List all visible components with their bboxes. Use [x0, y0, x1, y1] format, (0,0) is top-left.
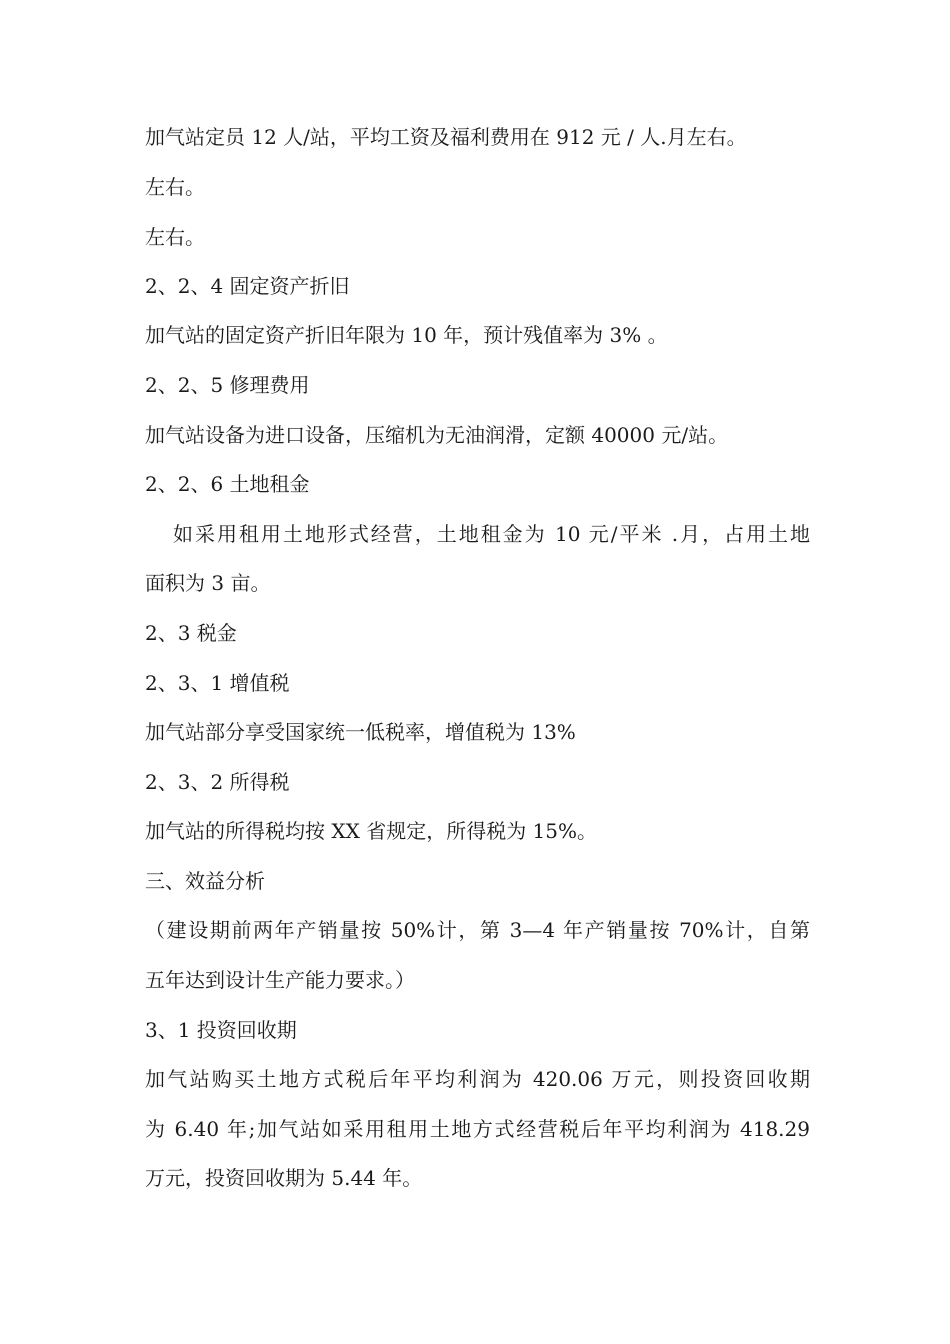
land-rent-paragraph-line-2: 面积为 3 亩。 [145, 571, 271, 595]
text-line: 左右。 [145, 175, 205, 199]
text-line: 左右。 [145, 225, 205, 249]
section-heading-vat: 2、3、1 增值税 [145, 671, 290, 695]
section-heading-taxes: 2、3 税金 [145, 621, 237, 645]
section-heading-benefit-analysis: 三、效益分析 [145, 869, 265, 893]
payback-paragraph-line-1: 加气站购买土地方式税后年平均利润为 420.06 万元，则投资回收期 [145, 1067, 810, 1091]
section-heading-land-rent: 2、2、6 土地租金 [145, 472, 310, 496]
income-tax-paragraph: 加气站的所得税均按 XX 省规定，所得税为 15%。 [145, 819, 598, 843]
section-heading-income-tax: 2、3、2 所得税 [145, 770, 290, 794]
payback-paragraph-line-2: 为 6.40 年;加气站如采用租用土地方式经营税后年平均利润为 418.29 [145, 1117, 810, 1141]
repair-paragraph: 加气站设备为进口设备，压缩机为无油润滑，定额 40000 元/站。 [145, 423, 729, 447]
depreciation-paragraph: 加气站的固定资产折旧年限为 10 年，预计残值率为 3% 。 [145, 323, 668, 347]
benefit-note-line-1: （建设期前两年产销量按 50%计，第 3—4 年产销量按 70%计，自第 [145, 918, 810, 942]
section-heading-depreciation: 2、2、4 固定资产折旧 [145, 274, 350, 298]
staffing-paragraph: 加气站定员 12 人/站，平均工资及福利费用在 912 元 / 人.月左右。 [145, 125, 747, 149]
section-heading-payback: 3、1 投资回收期 [145, 1018, 297, 1042]
benefit-note-line-2: 五年达到设计生产能力要求。） [145, 968, 415, 992]
vat-paragraph: 加气站部分享受国家统一低税率，增值税为 13% [145, 720, 576, 744]
section-heading-repair: 2、2、5 修理费用 [145, 373, 310, 397]
land-rent-paragraph-line-1: 如采用租用土地形式经营，土地租金为 10 元/平米 .月，占用土地 [173, 522, 810, 546]
payback-paragraph-line-3: 万元，投资回收期为 5.44 年。 [145, 1166, 423, 1190]
